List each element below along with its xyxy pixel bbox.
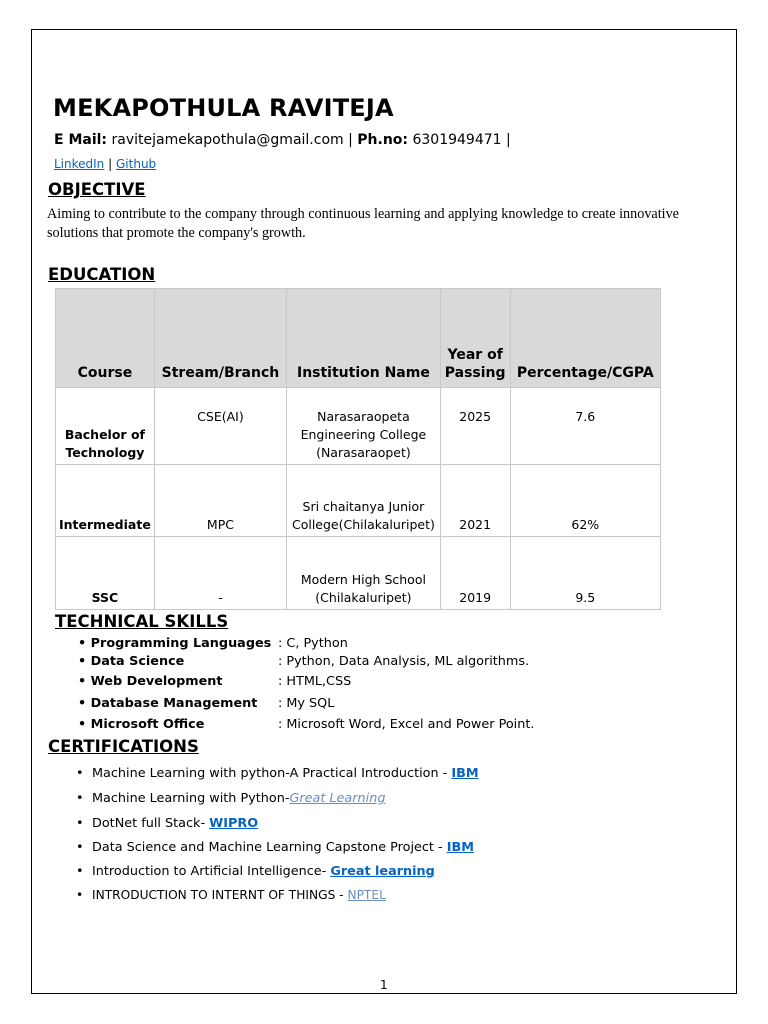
year-cell: 2019 xyxy=(440,537,510,610)
score-cell: 9.5 xyxy=(510,537,660,610)
year-cell: 2021 xyxy=(440,465,510,537)
cert-provider-link[interactable]: Great learning xyxy=(330,864,435,879)
email-value[interactable]: ravitejamekapothula@gmail.com xyxy=(111,132,344,148)
cert-title: Introduction to Artificial Intelligence- xyxy=(92,864,331,879)
objective-heading: OBJECTIVE xyxy=(48,180,146,199)
year-cell: 2025 xyxy=(440,388,510,465)
cert-provider-link[interactable]: WIPRO xyxy=(209,816,259,831)
course-cell: Bachelor of Technology xyxy=(56,388,155,465)
cert-title: Machine Learning with Python- xyxy=(92,791,290,806)
cert-provider-link[interactable]: IBM xyxy=(446,840,474,855)
cert-provider-link[interactable]: IBM xyxy=(451,766,479,781)
resume-name: MEKAPOTHULA RAVITEJA xyxy=(53,94,394,122)
education-table xyxy=(55,288,661,610)
table-row xyxy=(56,388,661,465)
education-heading: EDUCATION xyxy=(48,265,156,284)
score-cell: 62% xyxy=(510,465,660,537)
list-item: • Machine Learning with python-A Practical Introduction - IBM xyxy=(76,766,479,781)
cert-provider-link[interactable]: NPTEL xyxy=(347,888,386,902)
linkedin-link[interactable]: LinkedIn xyxy=(54,157,105,171)
list-item: • INTRODUCTION TO INTERNT OF THINGS - NPTEL xyxy=(76,888,386,902)
table-header-row xyxy=(56,289,661,388)
page-number: 1 xyxy=(380,978,388,992)
skill-key: • Database Management xyxy=(78,696,258,711)
score-cell: 7.6 xyxy=(510,388,660,465)
column-header: Year of Passing xyxy=(440,289,510,388)
cert-title: Machine Learning with python-A Practical Introduction - xyxy=(92,766,452,781)
certifications-heading: CERTIFICATIONS xyxy=(48,737,199,756)
phone-label: Ph.no: xyxy=(357,132,409,148)
separator: | xyxy=(108,157,113,171)
skill-value: : C, Python xyxy=(278,636,348,651)
stream-cell: - xyxy=(154,537,286,610)
profile-links xyxy=(54,157,156,171)
list-item: • Data Science and Machine Learning Capstone Project - IBM xyxy=(76,840,474,855)
institution-cell: Modern High School (Chilakaluripet) xyxy=(287,537,441,610)
objective-text: Aiming to contribute to the company through continuous learning and applying knowledge to create innovative solutions that promote the company's growth. xyxy=(47,206,679,241)
cert-title: DotNet full Stack- xyxy=(92,816,210,831)
column-header: Institution Name xyxy=(287,289,441,388)
column-header: Percentage/CGPA xyxy=(510,289,660,388)
contact-line: E Mail: ravitejamekapothula@gmail.com | Ph.no: 6301949471 | xyxy=(54,132,511,148)
skill-value: : HTML,CSS xyxy=(278,674,352,689)
skill-value: : My SQL xyxy=(278,696,335,711)
phone-value: 6301949471 xyxy=(412,132,502,148)
github-link[interactable]: Github xyxy=(116,157,157,171)
table-row xyxy=(56,465,661,537)
stream-cell: MPC xyxy=(154,465,286,537)
skills-heading: TECHNICAL SKILLS xyxy=(55,612,229,631)
cert-title: Data Science and Machine Learning Capstone Project - xyxy=(92,840,447,855)
list-item: • DotNet full Stack- WIPRO xyxy=(76,816,259,831)
column-header: Course xyxy=(56,289,155,388)
skill-value: : Python, Data Analysis, ML algorithms. xyxy=(278,654,530,669)
skill-key: • Data Science xyxy=(78,654,185,669)
cert-title: INTRODUCTION TO INTERNT OF THINGS - xyxy=(92,888,348,902)
institution-cell: Sri chaitanya Junior College(Chilakaluripet) xyxy=(287,465,441,537)
skill-key: • Microsoft Office xyxy=(78,717,205,732)
stream-cell: CSE(AI) xyxy=(154,388,286,465)
email-label: E Mail xyxy=(54,132,102,148)
list-item: • Introduction to Artificial Intelligence- Great learning xyxy=(76,864,435,879)
separator: | xyxy=(348,132,353,148)
cert-provider-link[interactable]: Great Learning xyxy=(289,791,386,806)
skill-value: : Microsoft Word, Excel and Power Point. xyxy=(278,717,535,732)
course-cell: Intermediate xyxy=(56,465,155,537)
skill-key: • Programming Languages xyxy=(78,636,272,651)
separator: | xyxy=(506,132,511,148)
list-item: • Machine Learning with Python-Great Learning xyxy=(76,791,386,806)
skill-key: • Web Development xyxy=(78,674,223,689)
course-cell: SSC xyxy=(56,537,155,610)
column-header: Stream/Branch xyxy=(154,289,286,388)
table-row xyxy=(56,537,661,610)
institution-cell: Narasaraopeta Engineering College (Narasaraopet) xyxy=(287,388,441,465)
